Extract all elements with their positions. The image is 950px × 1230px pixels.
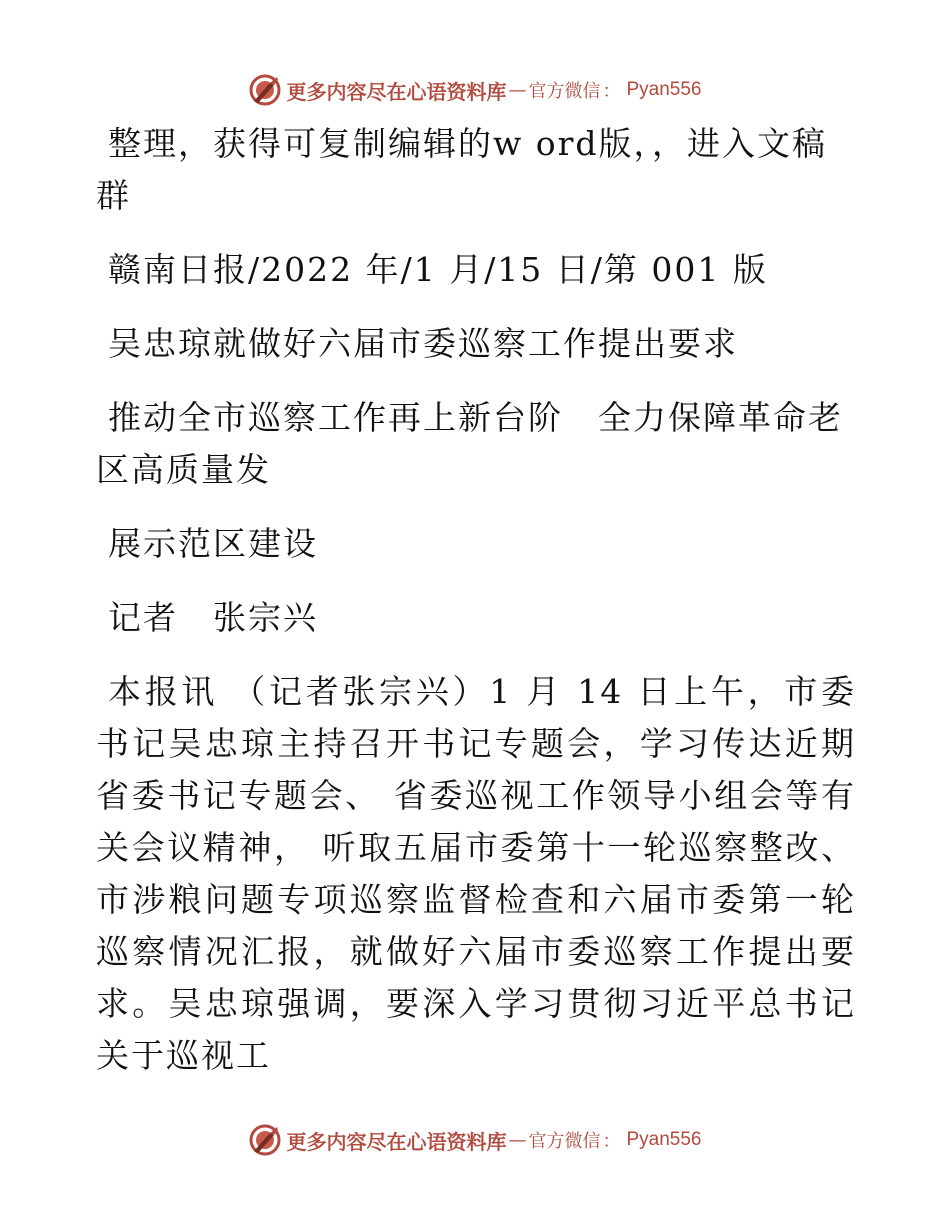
pen-circle-logo-icon xyxy=(248,1123,282,1157)
banner-wechat-label: 官方微信 xyxy=(528,1131,601,1152)
byline: 记者 张宗兴 xyxy=(108,598,318,637)
header-banner xyxy=(0,70,950,110)
intro-line: 整理，获得可复制编辑的w ord版，，进入文稿群 xyxy=(96,124,828,215)
document-body xyxy=(96,118,856,1082)
banner-separator: — xyxy=(508,79,527,101)
headline: 吴忠琼就做好六届市委巡察工作提出要求 xyxy=(108,324,738,363)
banner-site-text: 更多内容尽在心语资料库 xyxy=(286,1129,507,1154)
footer-banner xyxy=(0,1120,950,1160)
banner-site-text: 更多内容尽在心语资料库 xyxy=(286,79,507,104)
subheadline-continued: 展示范区建设 xyxy=(108,524,318,563)
banner-colon: ： xyxy=(602,81,621,102)
banner-colon: ： xyxy=(602,1131,621,1152)
source-line: 赣南日报/2022 年/1 月/15 日/第 001 版 xyxy=(108,250,768,289)
banner-wechat-id: Pyan556 xyxy=(626,79,702,100)
banner-wechat-label: 官方微信 xyxy=(528,81,601,102)
banner-separator: — xyxy=(508,1129,527,1151)
banner-wechat-id: Pyan556 xyxy=(626,1129,702,1150)
body-paragraph: 本报讯 （记者张宗兴）1 月 14 日上午，市委书记吴忠琼主持召开书记专题会，学习传达近期省委书记专题会、 省委巡视工作领导小组会等有关会议精神， 听取五届市委第十一轮巡察整改、市涉粮问题专项巡察监督检查和六届市委第一轮巡察情况汇报，就做好六届市委巡察工作提出要求。吴忠琼强调，要深入学习贯彻习近平总书记关于巡视工 xyxy=(96,672,856,1075)
pen-circle-logo-icon xyxy=(248,73,282,107)
subheadline: 推动全市巡察工作再上新台阶 全力保障革命老区高质量发 xyxy=(96,398,843,489)
